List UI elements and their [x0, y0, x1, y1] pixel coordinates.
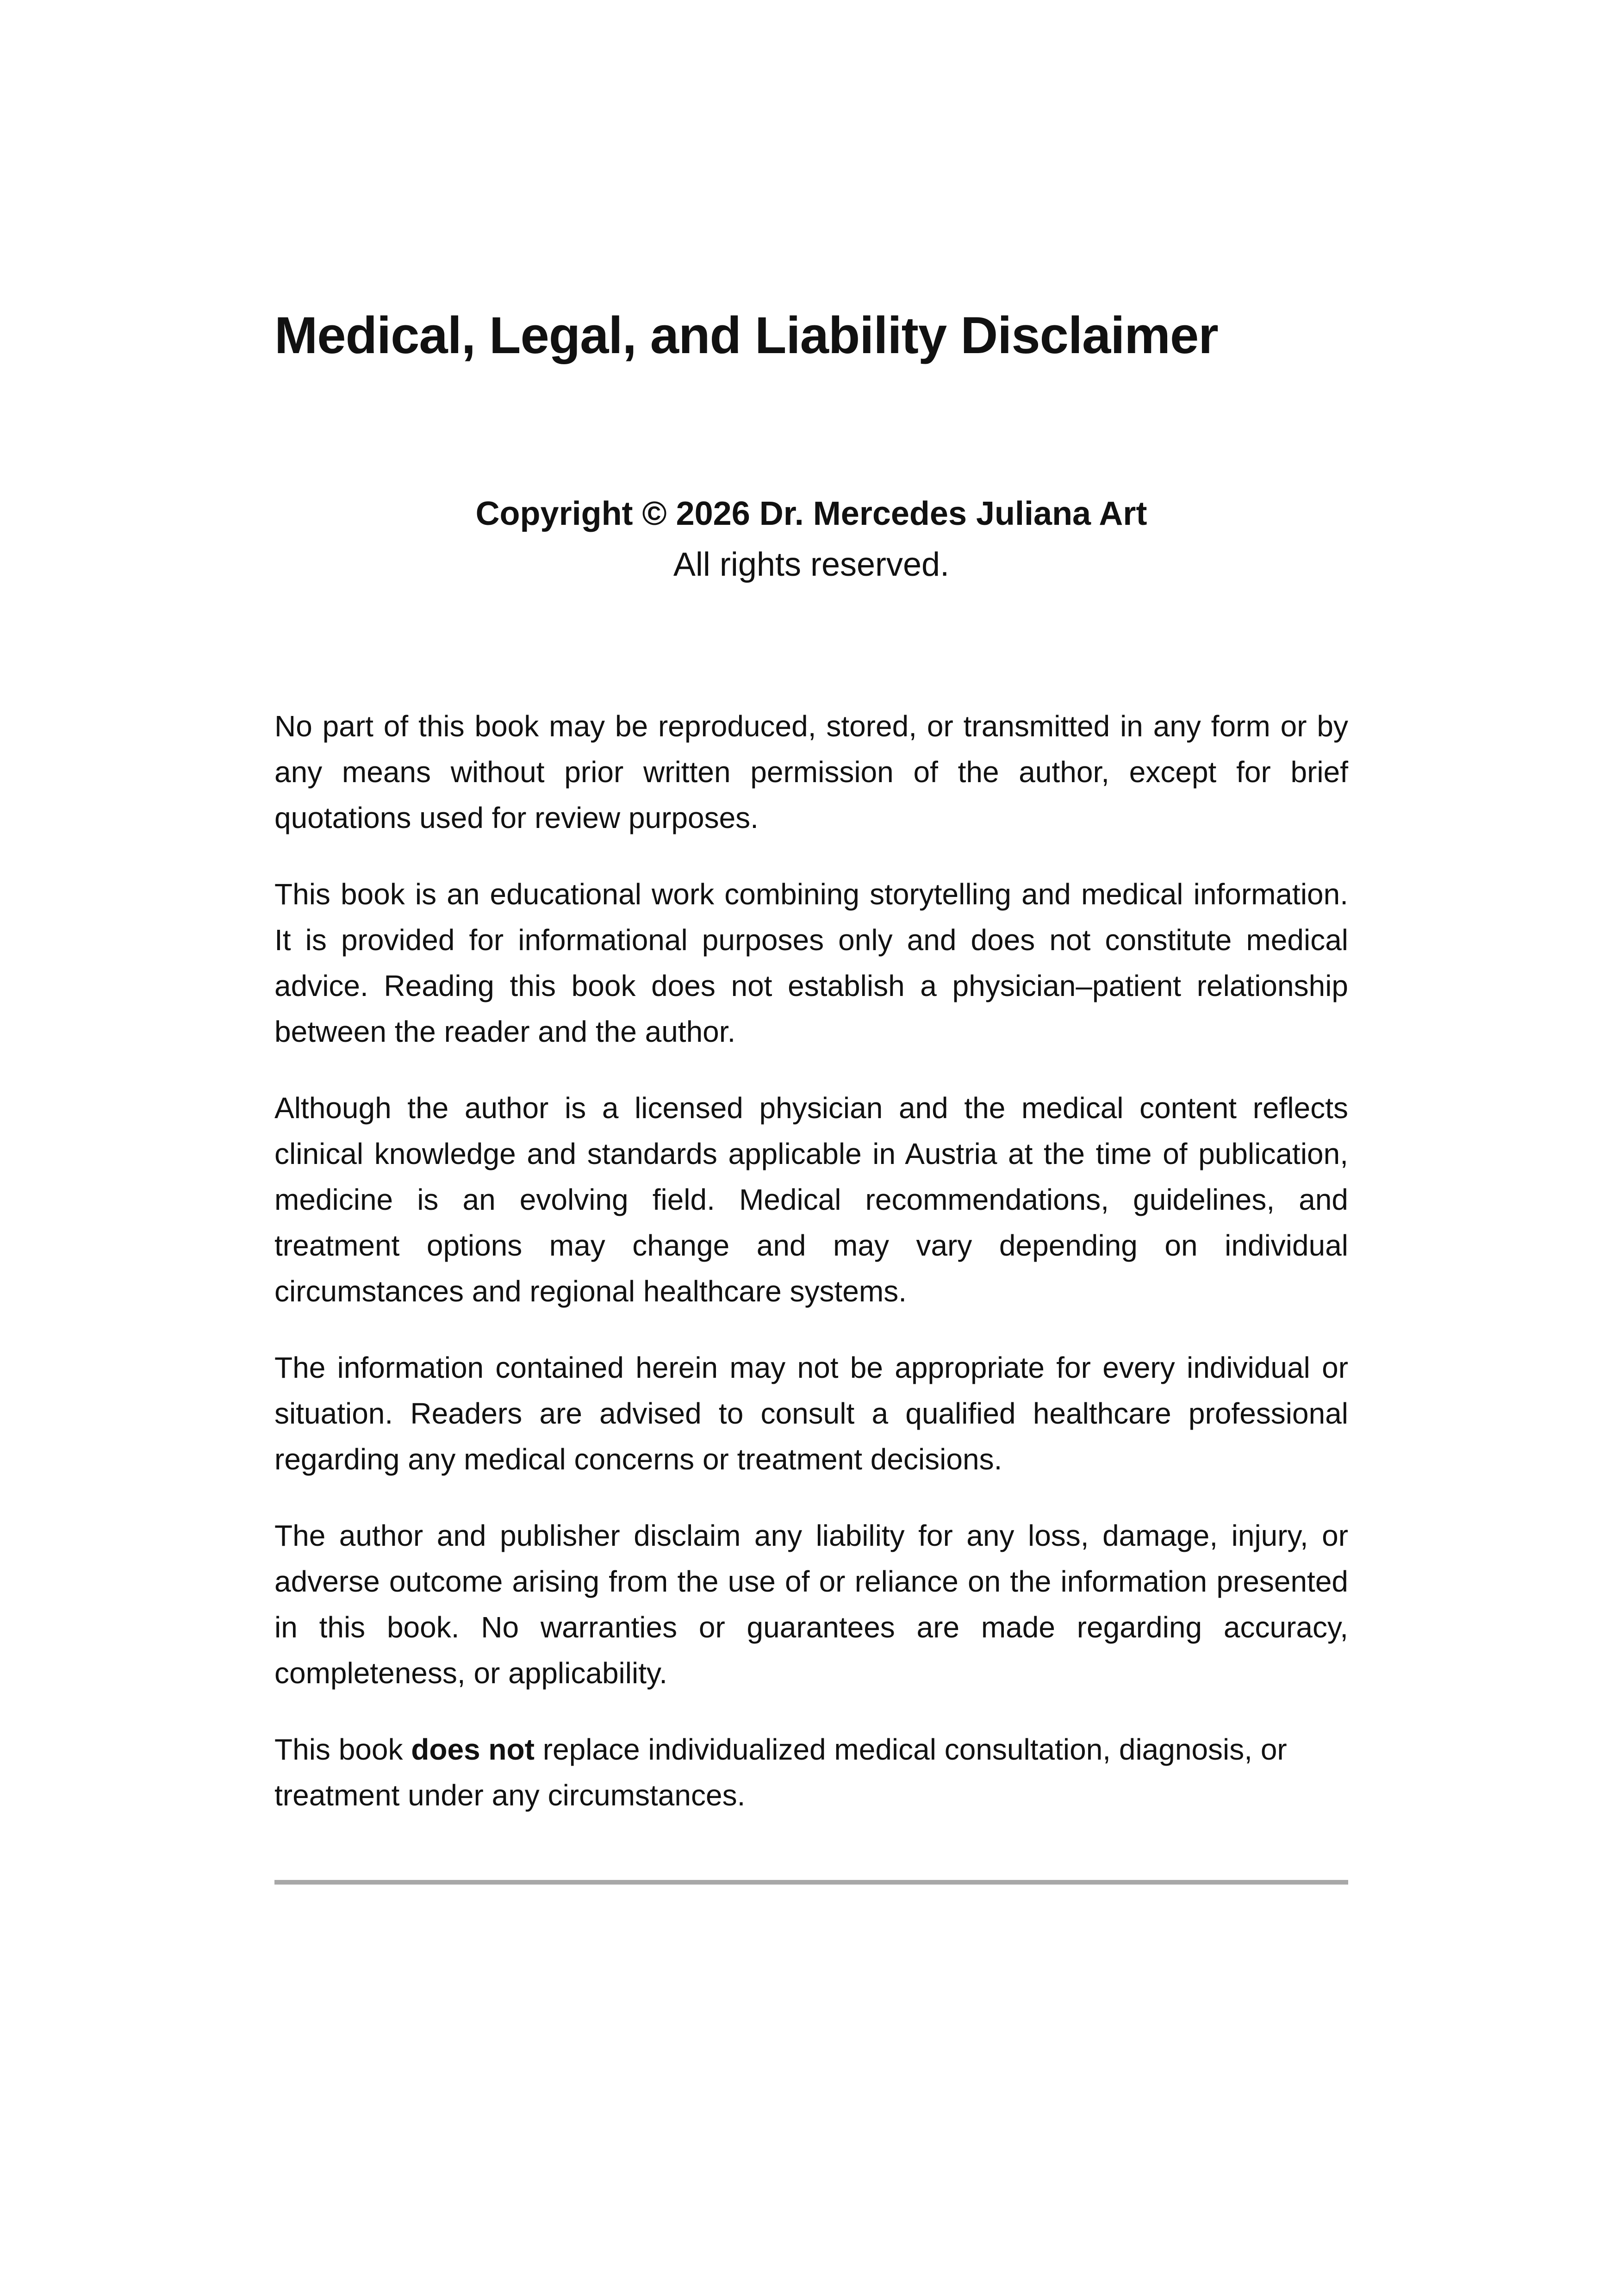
paragraph-no-replacement	[274, 1727, 1348, 1818]
copyright-notice: Copyright © 2026 Dr. Mercedes Juliana Art	[475, 495, 1147, 532]
copyright-block	[274, 488, 1348, 590]
paragraph-reproduction: No part of this book may be reproduced, stored, or transmitted in any form or by any means without prior written permission of the author, except for brief quotations used for review purposes.	[274, 709, 1348, 834]
paragraph-liability: The author and publisher disclaim any liability for any loss, damage, injury, or adverse outcome arising from the use of or reliance on the information presented in this book. No warranties or guarantees are made regarding accuracy, completeness, or applicability.	[274, 1519, 1348, 1690]
document-page	[274, 0, 1348, 2296]
rights-statement: All rights reserved.	[673, 546, 950, 583]
final-text-start: This book	[274, 1733, 411, 1766]
paragraph-educational-work: This book is an educational work combining storytelling and medical information. It is provided for informational purposes only and does not constitute medical advice. Reading this book does not establish a physician–patient relationship between the reader and the author.	[274, 877, 1348, 1048]
horizontal-divider	[274, 1880, 1348, 1885]
paragraph-evolving-field: Although the author is a licensed physician and the medical content reflects clinical knowledge and standards applicable in Austria at the time of publication, medicine is an evolving field. Medical recommendations, guidelines, and treatment options may change and may vary depending on individual circumstances and regional healthcare systems.	[274, 1091, 1348, 1308]
final-text-end: replace individualized medical consultation, diagnosis, or treatment under any circumstances.	[274, 1733, 1287, 1812]
page-title: Medical, Legal, and Liability Disclaimer	[274, 306, 1218, 364]
paragraph-consult-professional: The information contained herein may not be appropriate for every individual or situation. Readers are advised to consult a qualified healthcare professional regarding any medical concerns or treatment decisions.	[274, 1351, 1348, 1476]
final-text-emphasis: does not	[411, 1733, 535, 1766]
disclaimer-body	[274, 703, 1348, 1849]
